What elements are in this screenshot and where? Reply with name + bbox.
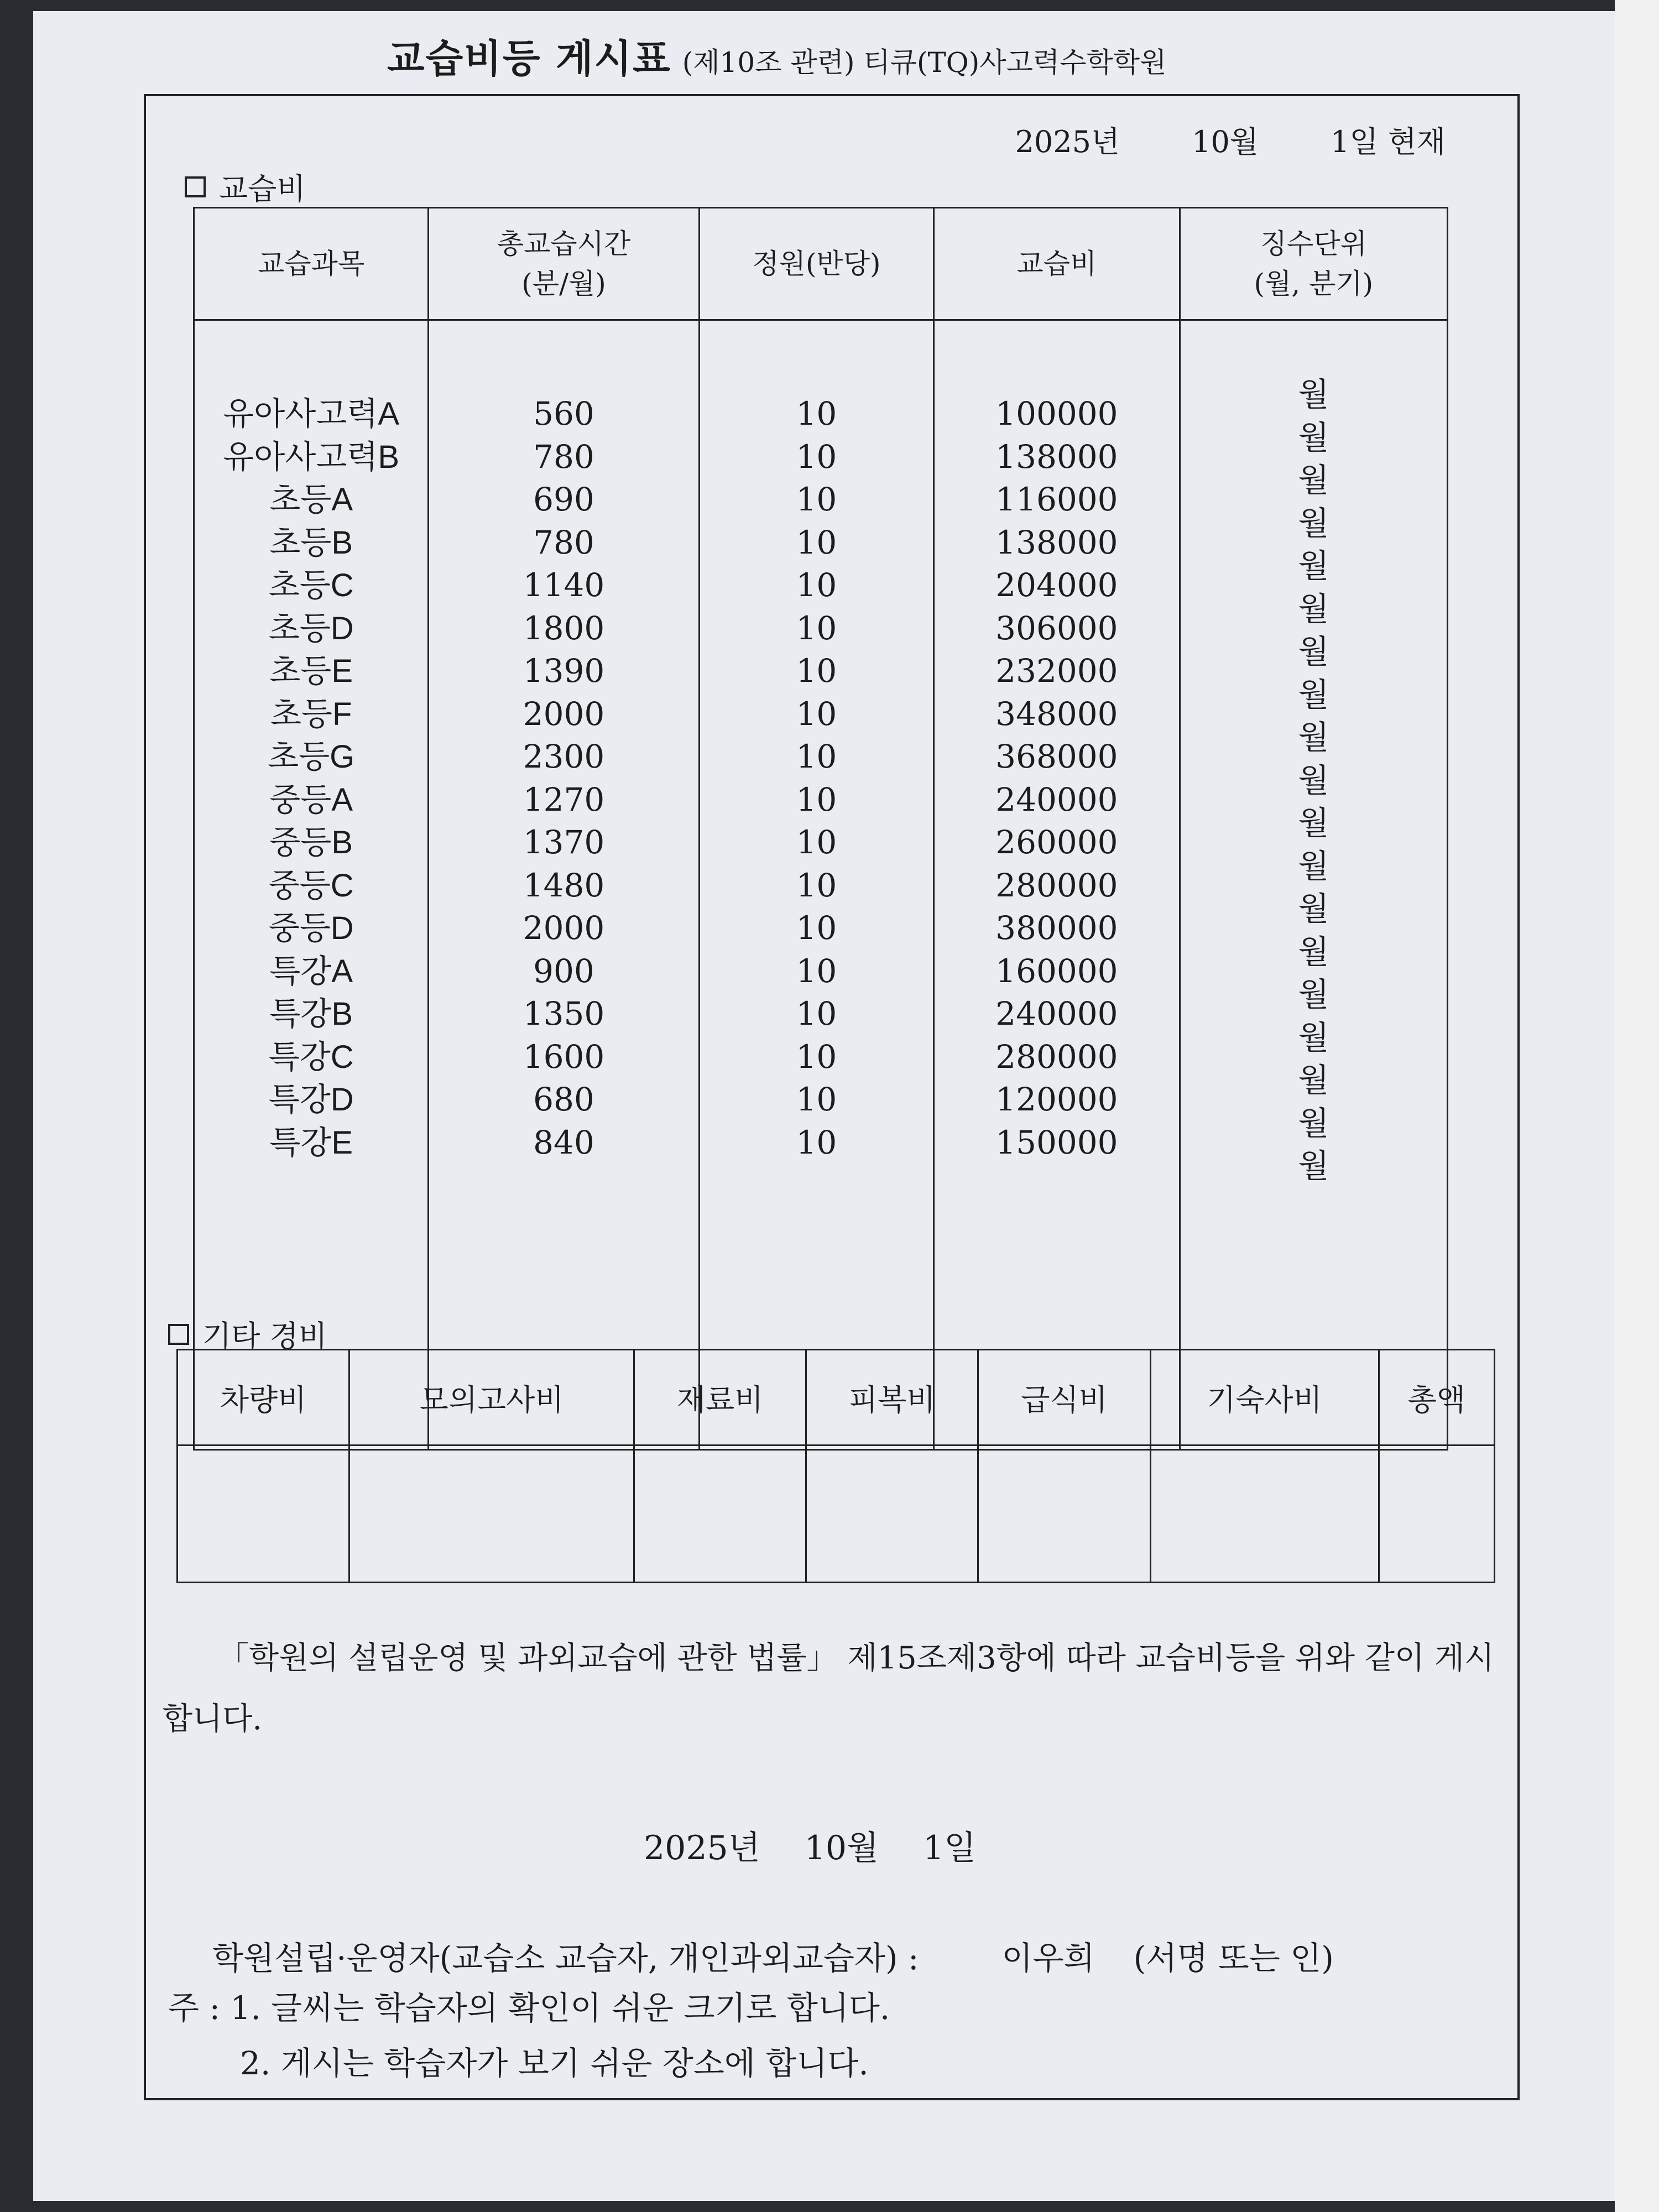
subject-cell: 특강E [269, 1124, 353, 1161]
unit-cell: 월 [1298, 1018, 1329, 1056]
subject-cell: 중등D [268, 910, 354, 946]
unit-cell: 월 [1298, 375, 1329, 413]
unit-cell: 월 [1298, 804, 1329, 842]
capacity-cell: 10 [796, 566, 837, 604]
subject-cell: 초등A [269, 482, 353, 518]
unit-cell: 월 [1298, 761, 1329, 799]
minutes-cell: 900 [533, 952, 594, 990]
unit-cell: 월 [1298, 890, 1329, 927]
operator-name: 이우희 [1001, 1939, 1095, 1977]
empty-cell [178, 1446, 349, 1583]
as-of-year: 2025년 [1015, 124, 1120, 159]
column-header-materials: 재료비 [634, 1350, 806, 1446]
minutes-cell: 680 [533, 1081, 594, 1118]
fee-cell: 100000 [995, 395, 1118, 432]
tuition-section-title: 교습비 [219, 171, 306, 206]
fee-cell: 306000 [995, 609, 1118, 647]
fee-cell: 120000 [995, 1081, 1118, 1118]
legal-notice: 「학원의 설립운영 및 과외교습에 관한 법률」 제15조제3항에 따라 교습비등을 위와 같이 게시합니다. [163, 1640, 1495, 1737]
subject-cell: 유아사고력B [223, 439, 400, 475]
minutes-cell: 1270 [523, 780, 605, 818]
column-header-capacity: 정원(반당) [699, 208, 933, 320]
document-page [33, 11, 1615, 2201]
capacity-cell: 10 [796, 1123, 837, 1161]
form-frame [144, 94, 1520, 2100]
fee-cell: 280000 [995, 1037, 1118, 1076]
unit-cell: 월 [1298, 418, 1329, 456]
column-header-minutes: 총교습시간 (분/월) [429, 208, 699, 320]
capacity-cell: 10 [796, 695, 837, 733]
column-header-total: 총액 [1379, 1350, 1494, 1446]
minutes-cell: 1480 [523, 866, 605, 904]
unit-cell: 월 [1298, 675, 1329, 713]
minutes-cell: 1390 [523, 652, 605, 690]
minutes-cell: 690 [533, 481, 594, 518]
capacity-cell: 10 [796, 866, 837, 904]
empty-cell [806, 1446, 978, 1583]
operator-line [212, 1932, 1334, 1979]
subject-cell: 중등A [269, 781, 353, 818]
minutes-cell: 1370 [523, 823, 605, 861]
subject-cell: 특강C [268, 1039, 354, 1075]
unit-cell: 월 [1298, 633, 1329, 670]
fee-cell: 150000 [995, 1123, 1118, 1161]
fee-cell: 116000 [995, 481, 1118, 518]
unit-cell: 월 [1298, 975, 1329, 1013]
subject-cell: 특강B [269, 996, 353, 1032]
as-of-date [1015, 118, 1446, 161]
minutes-cell: 780 [533, 523, 594, 561]
capacity-cell: 10 [796, 523, 837, 561]
minutes-cell: 2300 [523, 738, 605, 775]
empty-cell [978, 1446, 1150, 1583]
fee-cell: 204000 [995, 566, 1118, 604]
operator-label: 학원설립·운영자(교습소 교습자, 개인과외교습자) : [212, 1939, 919, 1977]
document-header [387, 28, 1493, 88]
subject-cell: 중등C [268, 867, 354, 904]
sign-year: 2025년 [644, 1829, 760, 1867]
subject-cell: 초등E [269, 653, 353, 689]
document-title: 교습비등 게시표 [387, 36, 671, 81]
footnote-2: 2. 게시는 학습자가 보기 쉬운 장소에 합니다. [240, 2044, 869, 2082]
sign-month: 10월 [804, 1829, 879, 1867]
other-expenses-table [176, 1349, 1495, 1583]
subject-column [194, 320, 429, 1450]
fee-cell: 232000 [995, 652, 1118, 690]
capacity-cell: 10 [796, 609, 837, 647]
signature-date [644, 1822, 976, 1869]
sign-day: 1일 [922, 1829, 977, 1867]
subject-cell: 초등F [270, 696, 352, 732]
capacity-cell: 10 [796, 481, 837, 518]
capacity-cell: 10 [796, 652, 837, 690]
fee-cell: 280000 [995, 866, 1118, 904]
minutes-column [429, 320, 699, 1450]
capacity-cell: 10 [796, 823, 837, 861]
minutes-cell: 2000 [523, 909, 605, 947]
empty-cell [1150, 1446, 1379, 1583]
tuition-body-row [194, 320, 1448, 1450]
column-header-fee: 교습비 [934, 208, 1180, 320]
tuition-header-row [194, 208, 1448, 320]
unit-cell: 월 [1298, 547, 1329, 585]
fee-cell: 160000 [995, 952, 1118, 990]
capacity-cell: 10 [796, 909, 837, 947]
column-header-dormitory: 기숙사비 [1150, 1350, 1379, 1446]
unit-cell: 월 [1298, 504, 1329, 542]
unit-cell: 월 [1298, 1104, 1329, 1142]
fee-cell: 240000 [995, 995, 1118, 1032]
fee-cell: 348000 [995, 695, 1118, 733]
fee-cell: 240000 [995, 780, 1118, 818]
minutes-cell: 1350 [523, 995, 605, 1032]
footnote-1: 주 : 1. 글씨는 학습자의 확인이 쉬운 크기로 합니다. [168, 1989, 890, 2027]
subject-cell: 유아사고력A [223, 396, 400, 432]
column-header-subject: 교습과목 [194, 208, 429, 320]
fee-cell: 368000 [995, 738, 1118, 775]
minutes-cell: 560 [533, 395, 594, 432]
subject-cell: 초등B [269, 524, 353, 561]
checkbox-square-icon [168, 1324, 189, 1345]
checkbox-square-icon [185, 176, 206, 197]
column-header-uniform: 피복비 [806, 1350, 978, 1446]
subject-cell: 초등G [268, 739, 355, 775]
subject-cell: 초등C [268, 567, 354, 603]
unit-cell: 월 [1298, 847, 1329, 885]
capacity-cell: 10 [796, 395, 837, 432]
empty-cell [634, 1446, 806, 1583]
column-header-vehicle: 차량비 [178, 1350, 349, 1446]
fee-cell: 380000 [995, 909, 1118, 947]
capacity-column [699, 320, 933, 1450]
right-background [1615, 0, 1659, 2212]
fee-cell: 138000 [995, 523, 1118, 561]
tuition-section-label [185, 165, 306, 208]
capacity-cell: 10 [796, 780, 837, 818]
unit-cell: 월 [1298, 589, 1329, 628]
other-expenses-value-row [178, 1446, 1495, 1583]
subject-cell: 특강A [269, 953, 353, 989]
fee-column [934, 320, 1180, 1450]
unit-cell: 월 [1298, 718, 1329, 756]
minutes-cell: 1140 [523, 566, 605, 604]
capacity-cell: 10 [796, 952, 837, 990]
minutes-cell: 1600 [523, 1037, 605, 1076]
subject-cell: 초등D [268, 610, 354, 646]
unit-cell: 월 [1298, 1147, 1329, 1185]
minutes-cell: 780 [533, 437, 594, 476]
tuition-table [193, 207, 1448, 1451]
other-expenses-header-row [178, 1350, 1495, 1446]
unit-cell: 월 [1298, 1061, 1329, 1099]
empty-cell [349, 1446, 634, 1583]
capacity-cell: 10 [796, 1037, 837, 1076]
column-header-unit: 징수단위 (월, 분기) [1180, 208, 1447, 320]
unit-cell: 월 [1298, 932, 1329, 971]
subject-cell: 특강D [268, 1082, 354, 1118]
column-header-mock-exam: 모의고사비 [349, 1350, 634, 1446]
unit-column [1180, 320, 1447, 1450]
minutes-cell: 840 [533, 1123, 594, 1161]
document-subtitle: (제10조 관련) 티큐(TQ)사고력수학학원 [682, 46, 1167, 79]
as-of-day: 1일 현재 [1330, 124, 1446, 159]
minutes-cell: 2000 [523, 695, 605, 733]
as-of-month: 10월 [1192, 124, 1259, 159]
unit-cell: 월 [1298, 461, 1329, 499]
capacity-cell: 10 [796, 995, 837, 1032]
empty-cell [1379, 1446, 1494, 1583]
signature-note: (서명 또는 인) [1133, 1939, 1334, 1977]
capacity-cell: 10 [796, 738, 837, 775]
minutes-cell: 1800 [523, 609, 605, 647]
subject-cell: 중등B [269, 825, 353, 860]
other-section-title: 기타 경비 [202, 1319, 327, 1354]
capacity-cell: 10 [796, 1081, 837, 1118]
fee-cell: 138000 [995, 437, 1118, 476]
capacity-cell: 10 [796, 437, 837, 476]
column-header-meals: 급식비 [978, 1350, 1150, 1446]
fee-cell: 260000 [995, 823, 1118, 861]
